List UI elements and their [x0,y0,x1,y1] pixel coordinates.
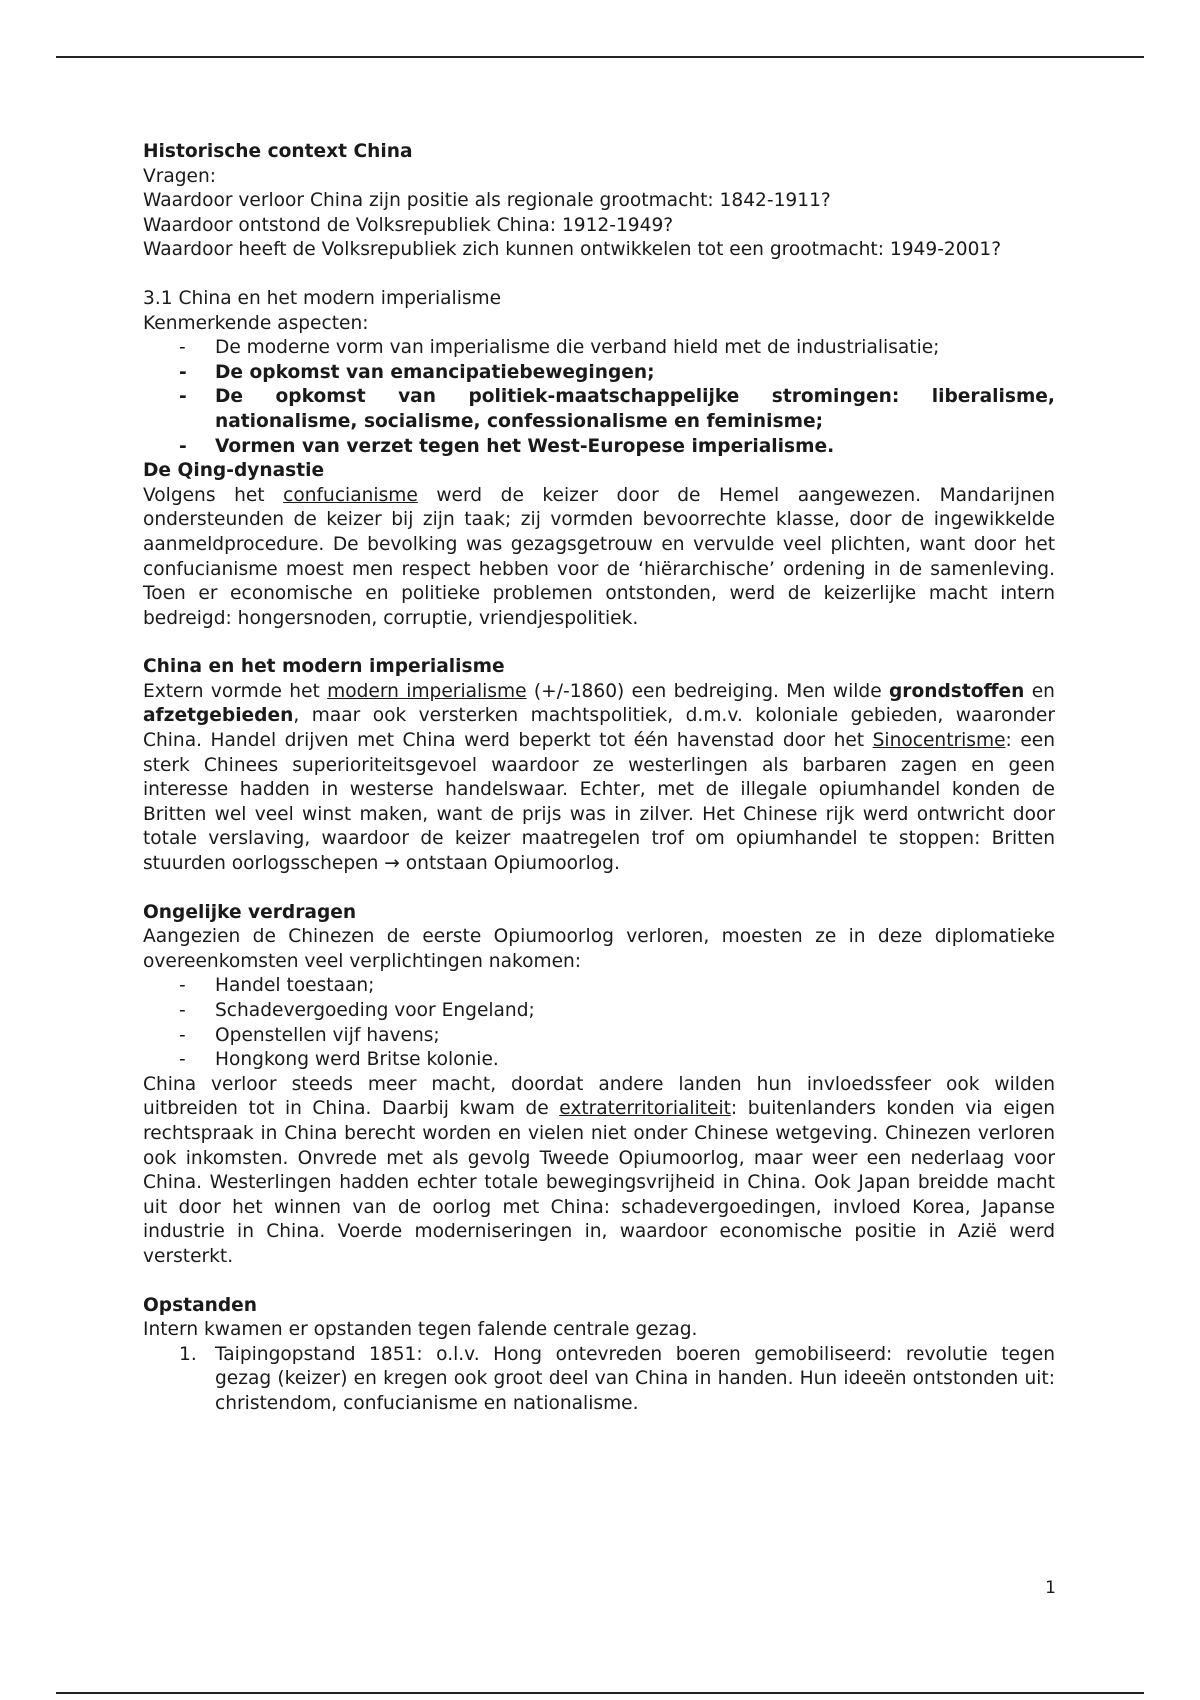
term-confucianisme: confucianisme [283,484,418,506]
aspects-bold-list [143,361,1055,459]
header-rule [56,56,1144,58]
document-title: Historische context China [143,141,413,162]
list-item: - Openstellen vijf havens; [215,1024,1055,1049]
list-item: - De opkomst van emancipatiebewegingen; [215,361,1055,386]
qing-paragraph: Volgens het confucianisme werd de keizer door de Hemel aangewezen. Mandarijnen ondersteunden de keizer bij zijn taak; zij vormden bevoorrechte klasse, door de ingewikkelde aanmeldprocedure. De bevolking was gezagsgetrouw en vervulde veel plichten, want door het confucianisme moest men respect hebben voor de ‘hiërarchische’ ordening in de samenleving. Toen er economische en politieke problemen ontstonden, werd de keizerlijke macht intern bedreigd: hongersnoden, corruptie, vriendjespolitiek. [143,484,1055,629]
term-modern-imperialisme: modern imperialisme [327,680,527,702]
treaties-intro: Aangezien de Chinezen de eerste Opiumoorlog verloren, moesten ze in deze diplomatieke overeenkomsten veel verplichtingen nakomen: [143,926,1055,972]
aspects-label: Kenmerkende aspecten: [143,312,369,334]
question-1: Waardoor verloor China zijn positie als regionale grootmacht: 1842-1911? [143,190,831,212]
questions-heading: Vragen: [143,165,217,187]
list-item: - Vormen van verzet tegen het West-Europese imperialisme. [215,435,1055,460]
aspects-list [143,336,1055,361]
term-grondstoffen: grondstoffen [888,680,1025,702]
list-item: - De moderne vorm van imperialisme die verband hield met de industrialisatie; [215,336,1055,361]
treaties-heading: Ongelijke verdragen [143,901,357,923]
modern-paragraph: Extern vormde het modern imperialisme (+/-1860) een bedreiging. Men wilde grondstoffen en afzetgebieden, maar ook versterken machtspolitiek, d.m.v. koloniale gebieden, waaronder China. Handel drijven met China werd beperkt tot één havenstad door het Sinocentrisme: een sterk Chinees superioriteitsgevoel waardoor ze westerlingen als barbaren zagen en geen interesse hadden in westerse handelswaar. Echter, met de illegale opiumhandel konden de Britten wel veel winst maken, want de prijs was in zilver. Het Chinese rijk werd ontwricht door totale verslaving, waardoor de keizer maatregelen trof om opiumhandel te stoppen: Britten stuurden oorlogsschepen → ontstaan Opiumoorlog. [143,680,1055,875]
treaties-list [143,974,1055,1072]
section-heading: 3.1 China en het modern imperialisme [143,287,502,309]
qing-heading: De Qing-dynastie [143,460,325,482]
uprisings-intro: Intern kwamen er opstanden tegen falende centrale gezag. [143,1319,698,1341]
list-item: - De opkomst van politiek-maatschappelijke stromingen: liberalisme, nationalisme, socialisme, confessionalisme en feminisme; [215,385,1055,434]
footer-rule [56,1692,1144,1694]
list-item: - Hongkong werd Britse kolonie. [215,1048,1055,1073]
list-item: 1. Taipingopstand 1851: o.l.v. Hong ontevreden boeren gemobiliseerd: revolutie tegen gezag (keizer) en kregen ook groot deel van China in handen. Hun ideeën ontstonden uit: christendom, confucianisme en nationalisme. [179,1343,1055,1414]
term-sinocentrisme: Sinocentrisme [872,730,1006,752]
question-2: Waardoor ontstond de Volksrepubliek China: 1912-1949? [143,214,674,236]
uprisings-list [143,1343,1055,1417]
list-item: - Handel toestaan; [215,974,1055,999]
uprisings-heading: Opstanden [143,1294,258,1316]
treaties-paragraph: China verloor steeds meer macht, doordat andere landen hun invloedssfeer ook wilden uitbreiden tot in China. Daarbij kwam de extraterritorialiteit: buitenlanders konden via eigen rechtspraak in China berecht worden en vielen niet onder Chinese wetgeving. Chinezen verloren ook inkomsten. Onvrede met als gevolg Tweede Opiumoorlog, maar weer een nederlaag voor China. Westerlingen hadden echter totale bewegingsvrijheid in China. Ook Japan breidde macht uit door het winnen van de oorlog met China: schadevergoedingen, invloed Korea, Japanse industrie in China. Voerde moderniseringen in, waardoor economische positie in Azië werd versterkt. [143,1073,1055,1267]
document-body [143,140,1055,1417]
modern-heading: China en het modern imperialisme [143,656,505,678]
term-extraterritorialiteit: extraterritorialiteit [559,1098,731,1120]
page-number: 1 [1045,1578,1056,1598]
term-afzetgebieden: afzetgebieden [143,705,294,727]
list-item: - Schadevergoeding voor Engeland; [215,999,1055,1024]
question-3: Waardoor heeft de Volksrepubliek zich kunnen ontwikkelen tot een grootmacht: 1949-2001? [143,239,1002,261]
